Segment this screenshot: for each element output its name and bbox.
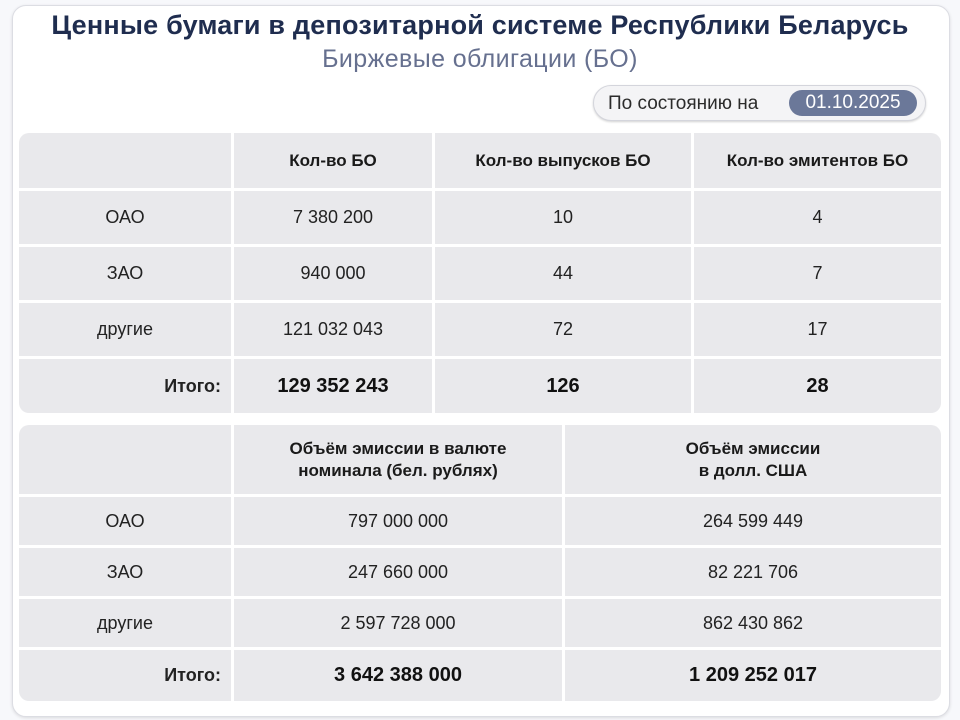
- header-cell-bond-count: Кол-во БО: [289, 150, 377, 170]
- column-divider: [691, 133, 694, 413]
- total-label: Итого:: [164, 665, 221, 685]
- header-cell-issuers-count: Кол-во эмитентов БО: [726, 150, 909, 170]
- table-cell: 17: [807, 319, 828, 339]
- table-row: [19, 247, 941, 300]
- table-cell: 10: [552, 207, 574, 227]
- total-issues-count: 126: [546, 374, 580, 397]
- emission-volume-table: [19, 425, 941, 701]
- header-cell-volume-byn: Объём эмиссии в валюте номинала (бел. рублях): [289, 438, 507, 480]
- table-cell: 797 000 000: [347, 510, 449, 531]
- table-cell: 82 221 706: [707, 561, 799, 582]
- column-divider: [562, 425, 565, 701]
- table-header-row: [19, 425, 941, 494]
- table-header-row: [19, 133, 941, 188]
- total-bond-count: 129 352 243: [277, 374, 389, 397]
- row-label: ОАО: [105, 510, 145, 531]
- bonds-count-table: [19, 133, 941, 413]
- table-total-row: [19, 650, 941, 701]
- table-cell: 44: [552, 263, 574, 283]
- table-cell: 7: [812, 263, 823, 283]
- column-divider: [231, 425, 234, 701]
- page-title: Ценные бумаги в депозитарной системе Республики Беларусь: [51, 10, 909, 40]
- report-date-badge: [593, 85, 926, 121]
- total-volume-usd: 1 209 252 017: [689, 664, 817, 686]
- table-row: [19, 599, 941, 647]
- header-cell-empty: [19, 133, 231, 188]
- table-cell: 4: [812, 207, 823, 227]
- table-cell: 2 597 728 000: [340, 612, 456, 633]
- table-cell: 247 660 000: [347, 561, 449, 582]
- table-row: [19, 548, 941, 596]
- table-row: [19, 191, 941, 244]
- report-date-label: По состоянию на: [608, 93, 759, 114]
- total-volume-byn: 3 642 388 000: [334, 664, 462, 686]
- table-cell: 7 380 200: [292, 207, 374, 227]
- table-cell: 940 000: [300, 263, 366, 283]
- table-cell: 121 032 043: [282, 319, 384, 339]
- row-label: ОАО: [105, 207, 145, 227]
- page-subtitle: Биржевые облигации (БО): [322, 45, 638, 73]
- header-cell-issues-count: Кол-во выпусков БО: [475, 150, 651, 170]
- report-date-value: 01.10.2025: [789, 90, 917, 116]
- table-cell: 72: [552, 319, 574, 339]
- header-cell-volume-usd: Объём эмиссии в долл. США: [685, 438, 821, 480]
- total-issuers-count: 28: [806, 374, 829, 397]
- table-row: [19, 303, 941, 356]
- table-row: [19, 497, 941, 545]
- row-label: другие: [97, 612, 153, 633]
- total-label: Итого:: [164, 375, 221, 396]
- column-divider: [432, 133, 435, 413]
- row-label: другие: [97, 319, 153, 339]
- table-total-row: [19, 359, 941, 413]
- header-cell-empty: [19, 425, 231, 494]
- table-cell: 264 599 449: [702, 510, 804, 531]
- column-divider: [231, 133, 234, 413]
- row-label: ЗАО: [106, 263, 144, 283]
- table-cell: 862 430 862: [702, 612, 804, 633]
- row-label: ЗАО: [106, 561, 144, 582]
